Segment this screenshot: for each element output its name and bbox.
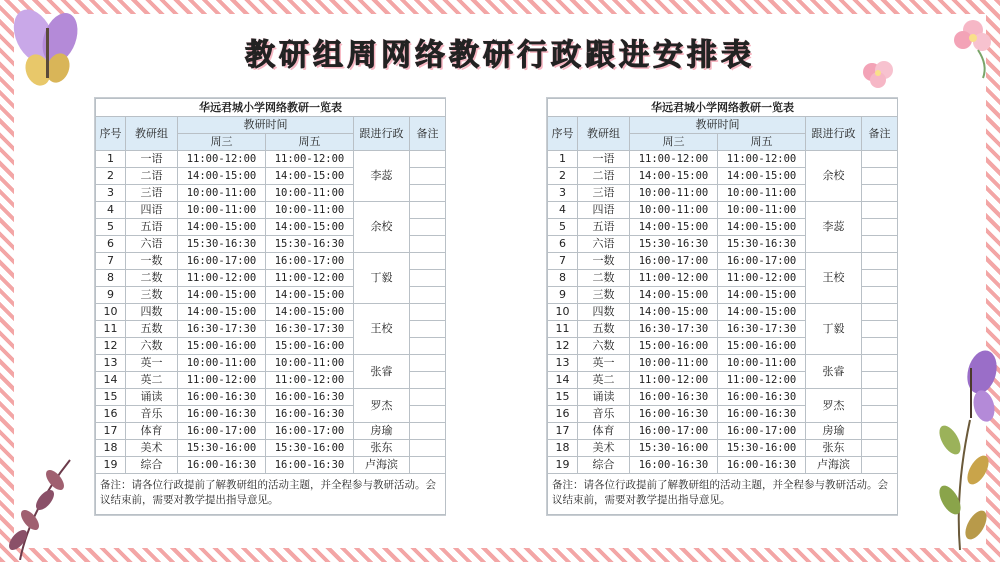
table-row [548, 151, 898, 168]
row-group: 三数 [126, 287, 178, 304]
row-wed-time: 10:00-11:00 [178, 202, 266, 219]
row-group: 五数 [126, 321, 178, 338]
row-group: 六语 [126, 236, 178, 253]
row-group: 英二 [578, 372, 630, 389]
row-remark [410, 304, 446, 321]
row-wed-time: 16:00-17:00 [178, 423, 266, 440]
table-row [548, 440, 898, 457]
row-number: 18 [548, 440, 578, 457]
row-remark [862, 355, 898, 372]
table-row [96, 440, 446, 457]
row-remark [410, 321, 446, 338]
row-remark [862, 236, 898, 253]
row-admin: 卢海滨 [354, 457, 410, 474]
row-group: 二语 [126, 168, 178, 185]
row-number: 14 [96, 372, 126, 389]
header-fri: 周五 [266, 134, 354, 151]
row-remark [410, 287, 446, 304]
row-group: 诵读 [578, 389, 630, 406]
row-number: 14 [548, 372, 578, 389]
row-wed-time: 10:00-11:00 [178, 185, 266, 202]
row-number: 1 [548, 151, 578, 168]
row-wed-time: 15:30-16:00 [630, 440, 718, 457]
row-number: 6 [96, 236, 126, 253]
row-remark [862, 304, 898, 321]
row-wed-time: 10:00-11:00 [630, 185, 718, 202]
row-fri-time: 16:00-17:00 [266, 423, 354, 440]
table-note: 备注：请各位行政提前了解教研组的活动主题，并全程参与教研活动。会议结束前，需要对教学提出指导意见。 [96, 474, 446, 515]
row-number: 16 [548, 406, 578, 423]
row-remark [862, 457, 898, 474]
row-fri-time: 14:00-15:00 [266, 168, 354, 185]
row-wed-time: 15:30-16:30 [178, 236, 266, 253]
table-row [548, 423, 898, 440]
row-remark [410, 423, 446, 440]
row-wed-time: 16:00-16:30 [630, 389, 718, 406]
row-fri-time: 15:30-16:30 [718, 236, 806, 253]
row-group: 英二 [126, 372, 178, 389]
row-remark [862, 321, 898, 338]
row-remark [410, 185, 446, 202]
row-fri-time: 11:00-12:00 [718, 151, 806, 168]
row-group: 四语 [126, 202, 178, 219]
row-number: 11 [96, 321, 126, 338]
row-number: 13 [96, 355, 126, 372]
row-wed-time: 15:30-16:30 [630, 236, 718, 253]
row-remark [410, 168, 446, 185]
row-remark [862, 168, 898, 185]
table-row [96, 304, 446, 321]
leaf-branch-icon [0, 440, 80, 560]
header-remark: 备注 [862, 117, 898, 151]
row-admin: 丁毅 [806, 304, 862, 355]
row-number: 18 [96, 440, 126, 457]
row-remark [410, 202, 446, 219]
table-row [548, 355, 898, 372]
row-fri-time: 14:00-15:00 [718, 219, 806, 236]
row-wed-time: 15:30-16:00 [178, 440, 266, 457]
row-group: 美术 [126, 440, 178, 457]
table-caption: 华远君城小学网络教研一览表 [548, 99, 898, 117]
row-wed-time: 16:00-17:00 [178, 253, 266, 270]
row-admin: 王校 [354, 304, 410, 355]
header-group: 教研组 [126, 117, 178, 151]
row-wed-time: 16:00-16:30 [178, 389, 266, 406]
row-wed-time: 16:00-16:30 [630, 406, 718, 423]
row-admin: 丁毅 [354, 253, 410, 304]
row-wed-time: 15:00-16:00 [178, 338, 266, 355]
row-group: 三语 [578, 185, 630, 202]
row-wed-time: 14:00-15:00 [178, 304, 266, 321]
row-fri-time: 14:00-15:00 [718, 304, 806, 321]
row-group: 体育 [126, 423, 178, 440]
row-number: 13 [548, 355, 578, 372]
row-wed-time: 16:00-17:00 [630, 423, 718, 440]
row-group: 四数 [578, 304, 630, 321]
row-fri-time: 10:00-11:00 [718, 185, 806, 202]
row-fri-time: 15:00-16:00 [266, 338, 354, 355]
row-group: 一语 [578, 151, 630, 168]
row-wed-time: 16:00-16:30 [178, 406, 266, 423]
row-fri-time: 10:00-11:00 [266, 202, 354, 219]
row-fri-time: 14:00-15:00 [266, 219, 354, 236]
row-wed-time: 11:00-12:00 [630, 372, 718, 389]
row-admin: 卢海滨 [806, 457, 862, 474]
row-admin: 余校 [806, 151, 862, 202]
row-fri-time: 15:30-16:30 [266, 236, 354, 253]
row-group: 美术 [578, 440, 630, 457]
table-row [548, 304, 898, 321]
table-row [96, 202, 446, 219]
row-number: 9 [96, 287, 126, 304]
header-wed: 周三 [630, 134, 718, 151]
table-note: 备注：请各位行政提前了解教研组的活动主题，并全程参与教研活动。会议结束前，需要对教学提出指导意见。 [548, 474, 898, 515]
page-title: 教研组周网络教研行政跟进安排表 [245, 38, 755, 73]
row-number: 1 [96, 151, 126, 168]
row-remark [862, 253, 898, 270]
row-remark [410, 457, 446, 474]
row-remark [410, 406, 446, 423]
schedule-table-right [546, 97, 898, 516]
row-number: 5 [96, 219, 126, 236]
row-number: 12 [548, 338, 578, 355]
row-fri-time: 11:00-12:00 [718, 372, 806, 389]
row-fri-time: 14:00-15:00 [718, 287, 806, 304]
row-fri-time: 14:00-15:00 [266, 287, 354, 304]
row-number: 12 [96, 338, 126, 355]
row-group: 三数 [578, 287, 630, 304]
row-group: 音乐 [578, 406, 630, 423]
row-group: 四语 [578, 202, 630, 219]
header-remark: 备注 [410, 117, 446, 151]
row-group: 一数 [126, 253, 178, 270]
row-fri-time: 11:00-12:00 [266, 151, 354, 168]
row-group: 五语 [578, 219, 630, 236]
row-remark [410, 270, 446, 287]
row-wed-time: 11:00-12:00 [178, 151, 266, 168]
row-wed-time: 14:00-15:00 [178, 287, 266, 304]
row-wed-time: 14:00-15:00 [630, 287, 718, 304]
row-wed-time: 16:00-16:30 [178, 457, 266, 474]
row-number: 3 [548, 185, 578, 202]
row-number: 4 [548, 202, 578, 219]
row-wed-time: 16:00-17:00 [630, 253, 718, 270]
header-time: 教研时间 [178, 117, 354, 134]
row-group: 五数 [578, 321, 630, 338]
row-fri-time: 16:00-16:30 [718, 457, 806, 474]
row-admin: 房瑜 [354, 423, 410, 440]
row-remark [410, 151, 446, 168]
row-fri-time: 10:00-11:00 [718, 355, 806, 372]
row-admin: 房瑜 [806, 423, 862, 440]
row-fri-time: 11:00-12:00 [266, 372, 354, 389]
table-row [548, 389, 898, 406]
table-row [96, 423, 446, 440]
row-admin: 张东 [806, 440, 862, 457]
row-remark [410, 440, 446, 457]
row-fri-time: 10:00-11:00 [718, 202, 806, 219]
row-wed-time: 14:00-15:00 [630, 168, 718, 185]
header-fri: 周五 [718, 134, 806, 151]
row-remark [862, 389, 898, 406]
row-wed-time: 11:00-12:00 [178, 372, 266, 389]
table-row [96, 389, 446, 406]
row-number: 10 [96, 304, 126, 321]
row-group: 四数 [126, 304, 178, 321]
row-admin: 张睿 [354, 355, 410, 389]
row-number: 15 [548, 389, 578, 406]
row-group: 二数 [578, 270, 630, 287]
row-number: 3 [96, 185, 126, 202]
header-group: 教研组 [578, 117, 630, 151]
header-admin: 跟进行政 [806, 117, 862, 151]
row-number: 7 [96, 253, 126, 270]
row-admin: 王校 [806, 253, 862, 304]
row-wed-time: 11:00-12:00 [630, 151, 718, 168]
row-admin: 李蕊 [354, 151, 410, 202]
row-admin: 罗杰 [806, 389, 862, 423]
row-group: 英一 [578, 355, 630, 372]
row-remark [862, 270, 898, 287]
row-group: 三语 [126, 185, 178, 202]
row-wed-time: 10:00-11:00 [630, 202, 718, 219]
row-remark [862, 185, 898, 202]
row-fri-time: 11:00-12:00 [718, 270, 806, 287]
table-row [96, 253, 446, 270]
row-remark [410, 253, 446, 270]
row-wed-time: 10:00-11:00 [630, 355, 718, 372]
row-wed-time: 14:00-15:00 [630, 219, 718, 236]
row-group: 一语 [126, 151, 178, 168]
row-wed-time: 16:30-17:30 [630, 321, 718, 338]
header-time: 教研时间 [630, 117, 806, 134]
row-fri-time: 14:00-15:00 [266, 304, 354, 321]
row-group: 音乐 [126, 406, 178, 423]
row-fri-time: 16:00-17:00 [718, 423, 806, 440]
row-number: 9 [548, 287, 578, 304]
row-group: 六数 [126, 338, 178, 355]
row-fri-time: 14:00-15:00 [718, 168, 806, 185]
row-remark [410, 236, 446, 253]
row-remark [862, 440, 898, 457]
row-wed-time: 11:00-12:00 [178, 270, 266, 287]
row-remark [862, 219, 898, 236]
row-wed-time: 15:00-16:00 [630, 338, 718, 355]
row-group: 一数 [578, 253, 630, 270]
row-remark [862, 287, 898, 304]
header-no: 序号 [96, 117, 126, 151]
row-remark [410, 219, 446, 236]
row-number: 15 [96, 389, 126, 406]
row-fri-time: 16:30-17:30 [718, 321, 806, 338]
row-group: 诵读 [126, 389, 178, 406]
table-row [96, 457, 446, 474]
row-number: 10 [548, 304, 578, 321]
row-remark [862, 372, 898, 389]
row-number: 6 [548, 236, 578, 253]
row-admin: 张睿 [806, 355, 862, 389]
table-caption: 华远君城小学网络教研一览表 [96, 99, 446, 117]
row-admin: 罗杰 [354, 389, 410, 423]
row-fri-time: 16:00-16:30 [266, 457, 354, 474]
row-remark [410, 338, 446, 355]
row-admin: 张东 [354, 440, 410, 457]
row-number: 4 [96, 202, 126, 219]
row-number: 19 [96, 457, 126, 474]
row-fri-time: 16:00-16:30 [718, 406, 806, 423]
leaf-branch-icon [920, 400, 990, 550]
row-number: 7 [548, 253, 578, 270]
row-fri-time: 16:30-17:30 [266, 321, 354, 338]
row-number: 19 [548, 457, 578, 474]
row-fri-time: 16:00-17:00 [718, 253, 806, 270]
row-fri-time: 10:00-11:00 [266, 355, 354, 372]
header-admin: 跟进行政 [354, 117, 410, 151]
row-wed-time: 14:00-15:00 [178, 168, 266, 185]
row-remark [410, 389, 446, 406]
row-fri-time: 15:30-16:00 [266, 440, 354, 457]
row-number: 17 [96, 423, 126, 440]
row-fri-time: 10:00-11:00 [266, 185, 354, 202]
row-group: 六语 [578, 236, 630, 253]
row-number: 17 [548, 423, 578, 440]
row-group: 二语 [578, 168, 630, 185]
row-group: 体育 [578, 423, 630, 440]
row-number: 16 [96, 406, 126, 423]
table-row [548, 202, 898, 219]
row-group: 英一 [126, 355, 178, 372]
row-wed-time: 11:00-12:00 [630, 270, 718, 287]
row-remark [862, 338, 898, 355]
row-group: 五语 [126, 219, 178, 236]
row-wed-time: 16:00-16:30 [630, 457, 718, 474]
header-wed: 周三 [178, 134, 266, 151]
row-wed-time: 10:00-11:00 [178, 355, 266, 372]
schedule-table-left [94, 97, 446, 516]
row-fri-time: 16:00-16:30 [266, 389, 354, 406]
row-admin: 李蕊 [806, 202, 862, 253]
row-remark [862, 423, 898, 440]
row-fri-time: 16:00-16:30 [718, 389, 806, 406]
row-group: 综合 [126, 457, 178, 474]
row-remark [862, 151, 898, 168]
row-number: 2 [96, 168, 126, 185]
row-number: 5 [548, 219, 578, 236]
row-group: 综合 [578, 457, 630, 474]
table-row [548, 457, 898, 474]
row-wed-time: 16:30-17:30 [178, 321, 266, 338]
row-remark [862, 406, 898, 423]
row-number: 2 [548, 168, 578, 185]
row-remark [410, 355, 446, 372]
row-remark [410, 372, 446, 389]
row-fri-time: 15:00-16:00 [718, 338, 806, 355]
row-fri-time: 16:00-17:00 [266, 253, 354, 270]
row-admin: 余校 [354, 202, 410, 253]
header-no: 序号 [548, 117, 578, 151]
row-number: 8 [548, 270, 578, 287]
row-group: 六数 [578, 338, 630, 355]
table-row [96, 355, 446, 372]
row-fri-time: 11:00-12:00 [266, 270, 354, 287]
table-row [96, 151, 446, 168]
row-fri-time: 15:30-16:00 [718, 440, 806, 457]
table-row [548, 253, 898, 270]
row-remark [862, 202, 898, 219]
row-group: 二数 [126, 270, 178, 287]
row-wed-time: 14:00-15:00 [630, 304, 718, 321]
row-number: 8 [96, 270, 126, 287]
row-fri-time: 16:00-16:30 [266, 406, 354, 423]
row-number: 11 [548, 321, 578, 338]
row-wed-time: 14:00-15:00 [178, 219, 266, 236]
